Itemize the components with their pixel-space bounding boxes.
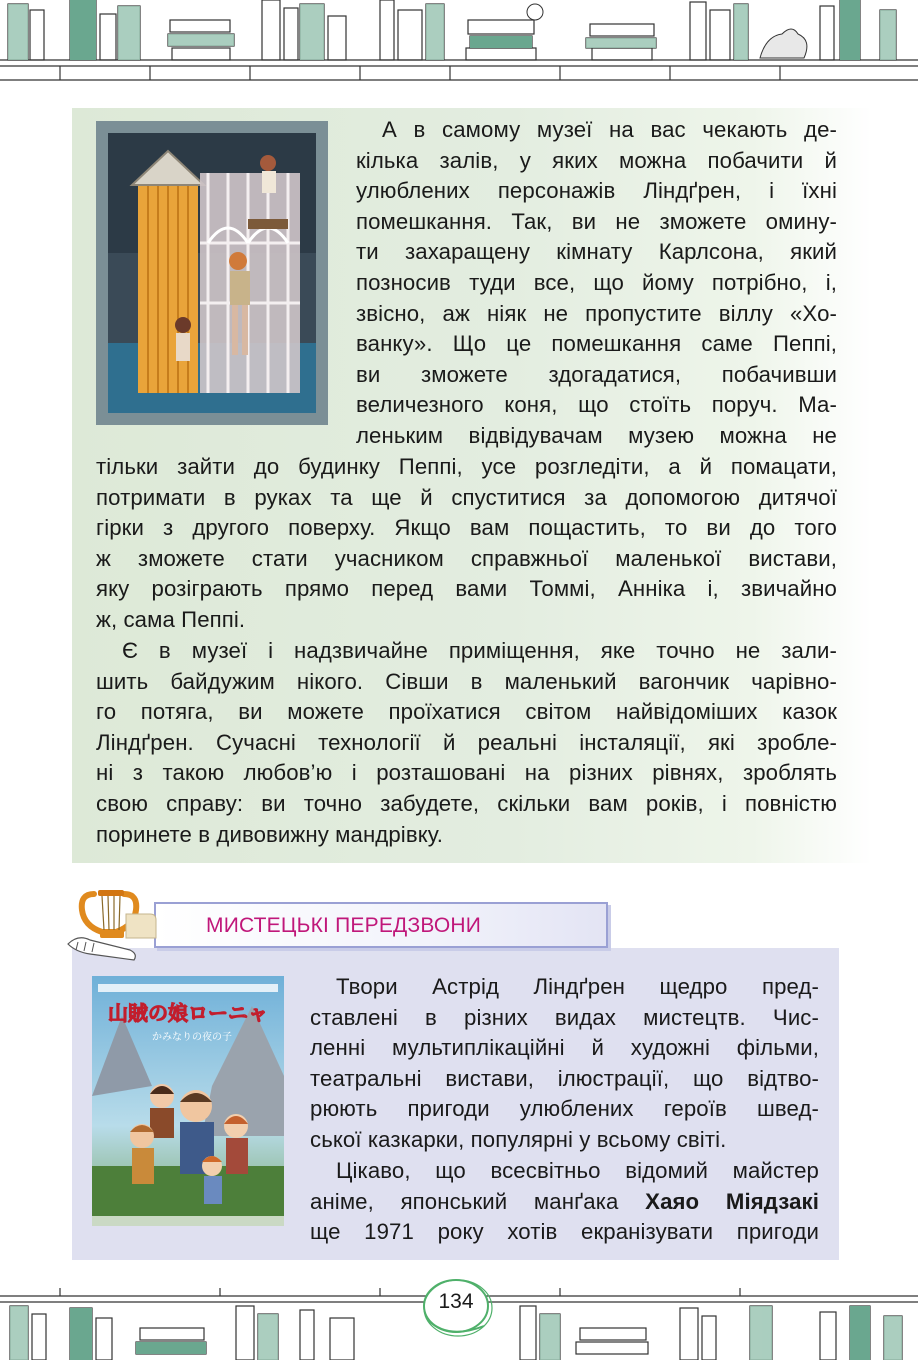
text-line: ської казкарки, популярні у всьому світі. <box>310 1126 727 1152</box>
text-line: ви зможете здогадатися, побачивши <box>356 361 837 387</box>
top-bookshelf-decoration <box>0 0 918 82</box>
text-line: Ліндґрен. Сучасні технології й реальні інсталяції, які зробле- <box>96 729 837 755</box>
arts-paragraph-1 <box>310 972 819 1156</box>
anime-cover-image <box>92 976 284 1226</box>
text-line: ванку». Що це помешкання саме Пеппі, <box>356 331 837 357</box>
text-line: театральні вистави, ілюстрації, що відтво- <box>310 1065 819 1091</box>
text-line: позносив туди все, що йому потрібно, і, <box>356 269 837 295</box>
text-line: улюблених персонажів Ліндґрен, і їхні <box>356 178 837 204</box>
text-line: кілька залів, у яких можна побачити й <box>356 147 837 173</box>
text-line: ні з такою любов’ю і розташовані на різних рівнях, зроблять <box>96 760 837 786</box>
text-line: ще 1971 року хотів екранізувати пригоди <box>310 1219 819 1245</box>
text-line: рюють пригоди улюблених героїв швед- <box>310 1096 819 1122</box>
text-line: ставлені в різних видах мистецтв. Чис- <box>310 1004 819 1030</box>
text-line: Є в музеї і надзвичайне приміщення, яке точно не зали- <box>122 638 837 663</box>
article-paragraph-1-continued <box>96 452 837 636</box>
text-line <box>310 1187 819 1218</box>
arts-paragraph-2 <box>310 1156 819 1248</box>
cover-subtitle: かみなりの夜の子 <box>152 1032 232 1043</box>
page-number: 134 <box>438 1290 474 1313</box>
author-name-bold: Хаяо Міядзакі <box>645 1188 819 1214</box>
cover-title: 山賊の娘ローニャ <box>108 1001 268 1025</box>
lyre-icon <box>64 880 162 970</box>
text-segment: аніме, японський манґака <box>310 1188 646 1214</box>
text-line: звісно, аж ніяк не пропустите віллу «Хо- <box>356 300 837 326</box>
text-line: поринете в дивовижну мандрівку. <box>96 821 444 847</box>
text-line: свою справу: ви точно забудете, скільки вам років, і повністю <box>96 790 837 816</box>
article-paragraph-2 <box>96 636 837 850</box>
text-line: помешкання. Так, ви не зможете омину- <box>356 208 837 234</box>
section-header <box>154 902 608 948</box>
bookshelf-icon <box>0 0 918 82</box>
section-title: МИСТЕЦЬКІ ПЕРЕДЗВОНИ <box>206 914 482 937</box>
text-line: Цікаво, що всесвітньо відомий майстер <box>336 1158 819 1183</box>
text-line: ленні мультиплікаційні й художні фільми, <box>310 1035 819 1061</box>
text-line: яку розіграють прямо перед вами Томмі, Анніка і, звичайно <box>96 576 837 602</box>
text-line: потримати в руках та ще й спуститися за допомогою дитячої <box>96 484 837 510</box>
text-line: ти захаращену кімнату Карлсона, який <box>356 239 837 265</box>
text-line: шить байдужим нікого. Сівши в маленький вагончик чарівно- <box>96 668 837 694</box>
museum-photo <box>96 121 328 425</box>
text-line: гірки з другого поверху. Якщо вам пощастить, то ви до того <box>96 515 837 541</box>
text-line: А в самому музеї на вас чекають де- <box>382 117 837 142</box>
text-line: Твори Астрід Ліндґрен щедро пред- <box>336 974 819 999</box>
page-number-badge <box>418 1272 500 1342</box>
text-line: леньким відвідувачам музею можна не <box>356 422 837 448</box>
text-line: тільки зайти до будинку Пеппі, усе розгледіти, а й помацати, <box>96 454 837 479</box>
text-line: ж зможете стати учасником справжньої маленької вистави, <box>96 545 837 571</box>
text-line: величезного коня, що стоїть поруч. Ма- <box>356 392 837 418</box>
article-paragraph-1 <box>356 115 837 452</box>
villa-model-image <box>108 133 316 413</box>
text-line: го потяга, ви можете проїхатися світом найвідоміших казок <box>96 699 837 725</box>
text-line: ж, сама Пеппі. <box>96 606 246 632</box>
